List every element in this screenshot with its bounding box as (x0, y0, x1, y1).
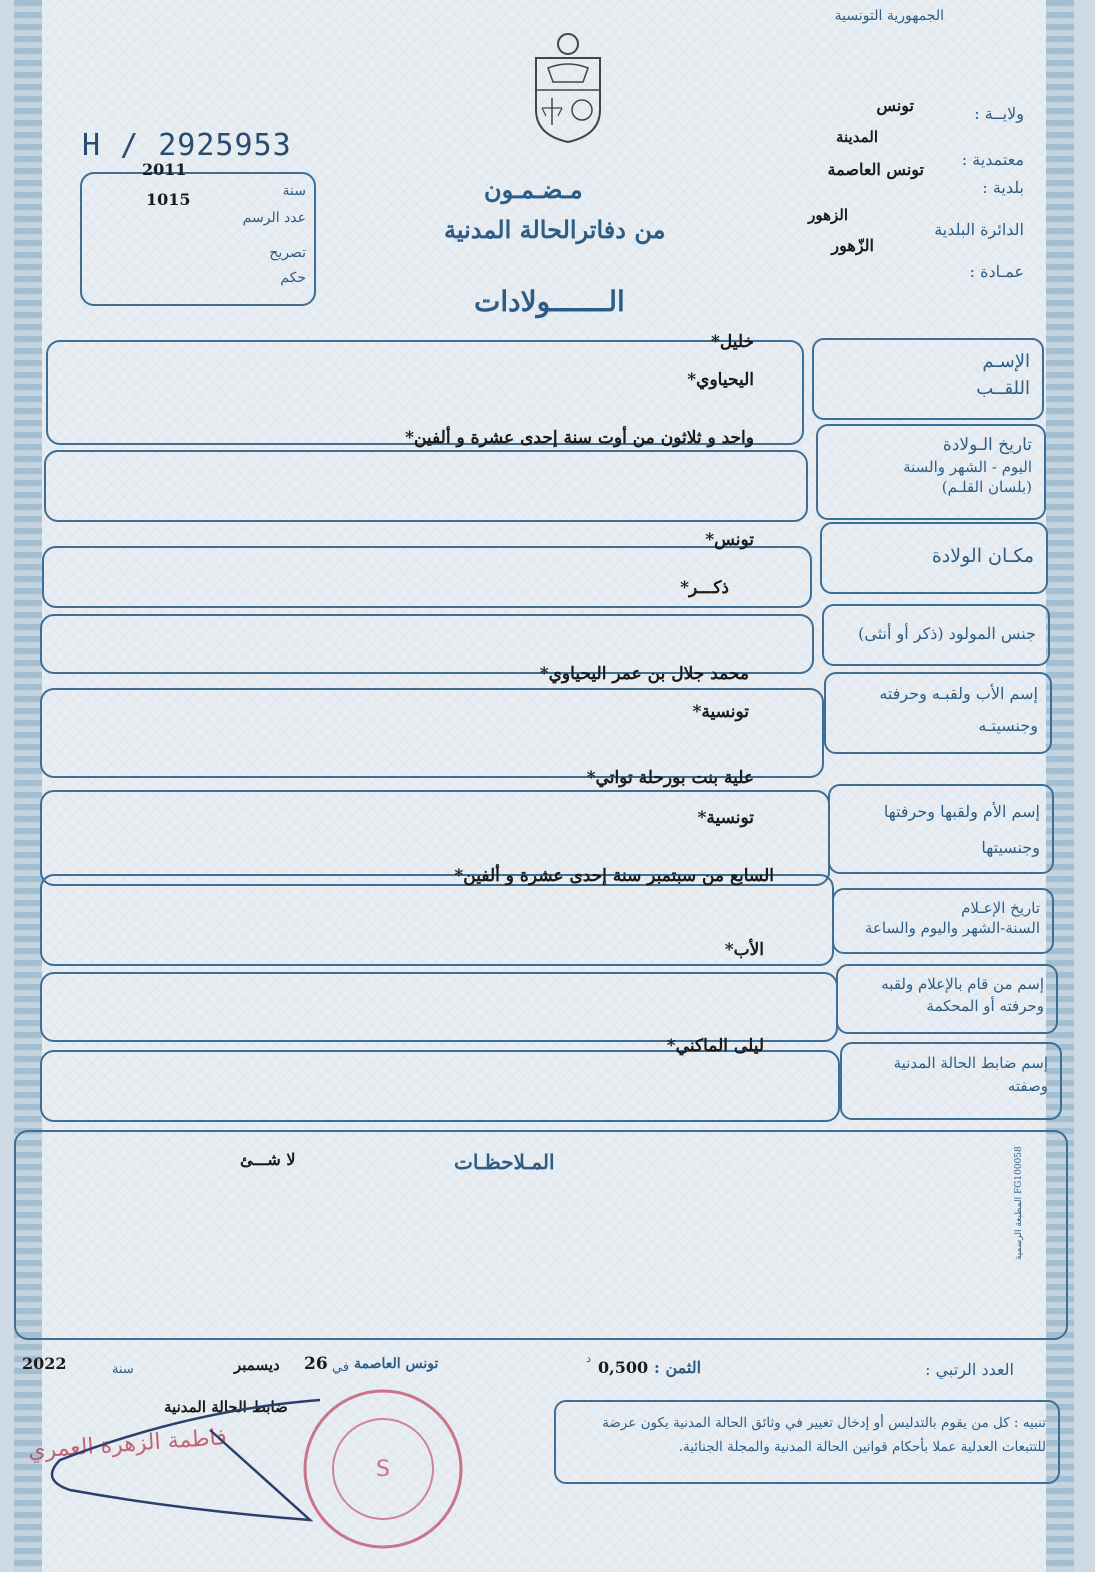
birthdate-value: واحد و ثلاثون من أوت سنة إحدى عشرة و ألفين* (405, 428, 754, 448)
officer-value: ليلى الماكني* (666, 1036, 764, 1056)
officer-title: ضابط الحالة المدنية (164, 1398, 288, 1416)
handwritten-signature (30, 1390, 330, 1540)
title-line2: من دفاترالحالة المدنية (444, 215, 666, 244)
declaration-date-label-box (832, 888, 1054, 954)
declarer-value-box (40, 972, 838, 1042)
name-label: الإسـم (982, 351, 1030, 372)
birthdate-sublabel: اليوم - الشهر والسنة (903, 457, 1032, 476)
warning-line1: تنبيه : كل من يقوم بالتدليس أو إدخال تغيير في وثائق الحالة المدنية يكون عرضة (602, 1415, 1046, 1431)
footer-serial-label: العدد الرتبي : (925, 1360, 1014, 1379)
coat-of-arms-icon (528, 30, 608, 145)
birthdate-label: تاريخ الـولادة (942, 435, 1032, 455)
gender-value: ذكـــر* (680, 578, 729, 598)
registry-number-value: 1015 (146, 190, 191, 209)
date-place: تونس العاصمة (354, 1356, 439, 1372)
father-label-box (824, 672, 1052, 754)
name-label-box (812, 338, 1044, 420)
warning-text (552, 1412, 1046, 1459)
declarer-value: الأب* (724, 940, 764, 960)
registry-number-label: عدد الرسم (242, 210, 306, 226)
daira-value: الزهور (808, 206, 848, 224)
declarer-label-box (836, 964, 1058, 1034)
print-code: المطبعة الرسمية FG100058 (1014, 1146, 1024, 1260)
date-in: في (332, 1360, 350, 1375)
baladia-value: تونس العاصمة (827, 160, 924, 179)
father-value: محمد جلال بن عمر اليحياوي* (539, 664, 749, 684)
name-value: خليل* (710, 332, 754, 352)
warning-line2: للتتبعات العدلية عملا بأحكام قوانين الحالة المدنية والمجلة الجنائية. (678, 1438, 1046, 1455)
wilaya-value: تونس (876, 96, 914, 115)
father-nationality-value: تونسية* (692, 702, 749, 722)
omada-label: عمـادة : (969, 262, 1024, 281)
section-title: الـــــــولادات (474, 285, 625, 318)
date-day: 26 (304, 1354, 328, 1374)
birthplace-value: تونس* (705, 530, 754, 550)
price-unit: د (586, 1352, 591, 1365)
svg-text:S: S (376, 1457, 390, 1482)
officer-value-box (40, 1050, 840, 1122)
birthdate-value-box (44, 450, 808, 522)
father-label: إسم الأب ولقبـه وحرفته (879, 684, 1038, 703)
title-line1: مـضـمـون (484, 175, 583, 204)
date-month: ديسمبر (234, 1356, 280, 1374)
gender-label: جنس المولود (ذكر أو أنثى) (858, 624, 1036, 643)
wilaya-label: ولايــة : (974, 104, 1024, 123)
officer-label-box (840, 1042, 1062, 1120)
serial-number: H / 2925953 (82, 128, 292, 163)
officer-label: إسم ضابط الحالة المدنية (893, 1054, 1048, 1072)
republic-label: الجمهورية التونسية (834, 8, 944, 24)
baladia-label: بلدية : (982, 178, 1024, 197)
mother-value: علية بنت بورحلة تواتي* (586, 768, 754, 788)
price-value: 0,500 (598, 1358, 649, 1377)
birthplace-label-box (820, 522, 1048, 594)
father-label2: وجنسيتـه (978, 716, 1038, 735)
mother-label: إسم الأم ولقبها وحرفتها (883, 802, 1040, 821)
omada-value: الزّهور (831, 236, 874, 255)
price-label: الثمن : (654, 1358, 702, 1377)
birthdate-note: (بلسان القلـم) (941, 478, 1032, 497)
mootamadia-label: معتمدية : (961, 150, 1024, 169)
birthplace-value-box (42, 546, 812, 608)
birthplace-label: مكـان الولادة (931, 545, 1034, 567)
mother-label-box (828, 784, 1054, 874)
declarer-label2: وحرفته أو المحكمة (926, 996, 1044, 1015)
officer-name-stamp: فاطمة الزهرة العمري (27, 1425, 228, 1464)
registry-year-label: سنة (282, 183, 306, 199)
gender-label-box (822, 604, 1050, 666)
notes-label: المـلاحظـات (454, 1150, 555, 1174)
declarer-label: إسم من قام بالإعلام ولقبه (881, 975, 1044, 993)
declaration-date-value-box (40, 874, 834, 966)
surname-value: اليحياوي* (687, 370, 754, 390)
notes-value: لا شـــئ (240, 1150, 296, 1169)
declaration-label: تصريح (269, 245, 306, 261)
judgment-label: حكم (280, 270, 306, 286)
registry-year-value: 2011 (142, 160, 187, 179)
daira-label: الدائرة البلدية (934, 220, 1024, 239)
surname-label: اللقــب (976, 378, 1030, 399)
document-page (14, 0, 1074, 1572)
declaration-date-sublabel: السنة-الشهر واليوم والساعة (864, 919, 1040, 938)
date-year-value: 2022 (22, 1354, 67, 1373)
mother-label2: وجنسيتها (981, 838, 1040, 857)
mootamadia-value: المدينة (835, 128, 878, 146)
declaration-date-value: السابع من سبتمبر سنة إحدى عشرة و ألفين* (454, 866, 774, 886)
mother-nationality-value: تونسية* (697, 808, 754, 828)
declaration-date-label: تاريخ الإعـلام (961, 899, 1040, 917)
officer-label2: وصفته (1007, 1076, 1048, 1095)
date-year-label: سنة (112, 1362, 134, 1377)
official-seal-stamp (298, 1384, 468, 1554)
birthdate-label-box (816, 424, 1046, 520)
